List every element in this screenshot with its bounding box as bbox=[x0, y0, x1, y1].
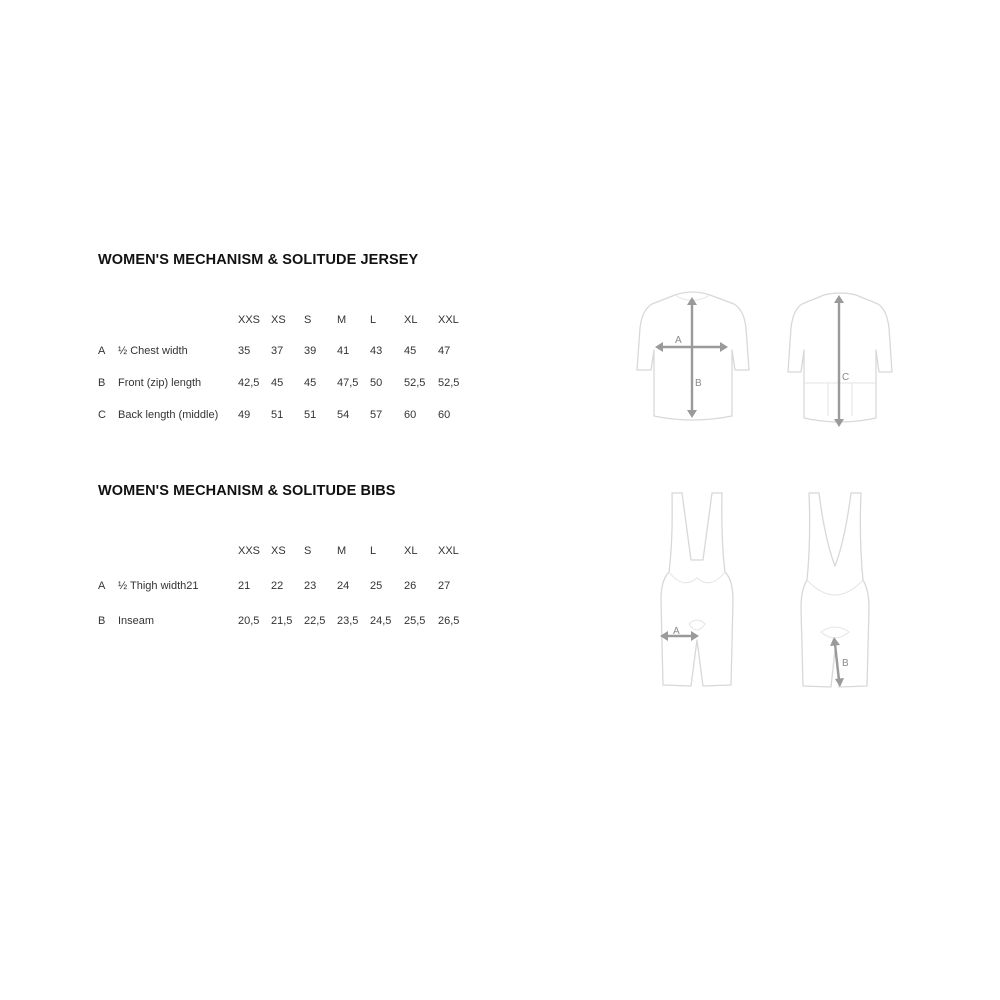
cell-value: 35 bbox=[238, 345, 251, 357]
size-header-xl: XL bbox=[404, 545, 418, 557]
size-header-m: M bbox=[337, 314, 347, 326]
size-header-xs: XS bbox=[271, 314, 286, 326]
cell-value: 26,5 bbox=[438, 615, 460, 627]
size-header-xxl: XXL bbox=[438, 314, 459, 326]
bibs-back-outline bbox=[801, 493, 869, 687]
row-letter: C bbox=[98, 409, 106, 421]
row-letter: B bbox=[98, 615, 106, 627]
jersey-front-diagram bbox=[630, 288, 755, 428]
size-header-xxs: XXS bbox=[238, 314, 261, 326]
cell-value: 39 bbox=[304, 345, 317, 357]
row-letter: B bbox=[98, 377, 106, 389]
size-header-m: M bbox=[337, 545, 347, 557]
size-header-s: S bbox=[304, 314, 312, 326]
diagram-label-a: A bbox=[673, 626, 680, 637]
row-label: Front (zip) length bbox=[118, 377, 202, 389]
jersey-title: WOMEN'S MECHANISM & SOLITUDE JERSEY bbox=[98, 252, 419, 268]
row-label: ½ Chest width bbox=[118, 345, 188, 357]
cell-value: 47,5 bbox=[337, 377, 359, 389]
cell-value: 60 bbox=[404, 409, 417, 421]
row-label: Inseam bbox=[118, 615, 155, 627]
row-label: ½ Thigh width21 bbox=[118, 580, 199, 592]
cell-value: 24 bbox=[337, 580, 350, 592]
jersey-back-diagram bbox=[782, 288, 900, 428]
cell-value: 45 bbox=[271, 377, 284, 389]
cell-value: 43 bbox=[370, 345, 383, 357]
bibs-front-outline bbox=[661, 493, 733, 686]
cell-value: 52,5 bbox=[404, 377, 426, 389]
cell-value: 47 bbox=[438, 345, 451, 357]
size-header-xxs: XXS bbox=[238, 545, 261, 557]
bibs-back-diagram bbox=[795, 490, 875, 690]
cell-value: 60 bbox=[438, 409, 451, 421]
cell-value: 51 bbox=[271, 409, 284, 421]
cell-value: 22 bbox=[271, 580, 284, 592]
cell-value: 57 bbox=[370, 409, 383, 421]
diagram-label-c: C bbox=[842, 372, 850, 383]
size-header-l: L bbox=[370, 314, 377, 326]
cell-value: 41 bbox=[337, 345, 350, 357]
cell-value: 23 bbox=[304, 580, 317, 592]
cell-value: 49 bbox=[238, 409, 251, 421]
size-header-xs: XS bbox=[271, 545, 286, 557]
cell-value: 25 bbox=[370, 580, 383, 592]
cell-value: 54 bbox=[337, 409, 350, 421]
cell-value: 26 bbox=[404, 580, 417, 592]
size-header-s: S bbox=[304, 545, 312, 557]
cell-value: 52,5 bbox=[438, 377, 460, 389]
cell-value: 50 bbox=[370, 377, 383, 389]
size-header-l: L bbox=[370, 545, 377, 557]
cell-value: 22,5 bbox=[304, 615, 326, 627]
cell-value: 21 bbox=[238, 580, 251, 592]
cell-value: 27 bbox=[438, 580, 451, 592]
diagram-label-b: B bbox=[695, 378, 702, 389]
cell-value: 51 bbox=[304, 409, 317, 421]
cell-value: 45 bbox=[404, 345, 417, 357]
cell-value: 24,5 bbox=[370, 615, 392, 627]
cell-value: 45 bbox=[304, 377, 317, 389]
size-header-xl: XL bbox=[404, 314, 418, 326]
cell-value: 25,5 bbox=[404, 615, 426, 627]
cell-value: 42,5 bbox=[238, 377, 260, 389]
cell-value: 21,5 bbox=[271, 615, 293, 627]
row-letter: A bbox=[98, 345, 106, 357]
row-label: Back length (middle) bbox=[118, 409, 219, 421]
row-letter: A bbox=[98, 580, 106, 592]
size-header-xxl: XXL bbox=[438, 545, 459, 557]
bibs-title: WOMEN'S MECHANISM & SOLITUDE BIBS bbox=[98, 483, 396, 499]
cell-value: 20,5 bbox=[238, 615, 260, 627]
cell-value: 37 bbox=[271, 345, 284, 357]
diagram-label-b: B bbox=[842, 658, 849, 669]
diagram-label-a: A bbox=[675, 335, 682, 346]
bibs-front-diagram bbox=[655, 490, 740, 690]
cell-value: 23,5 bbox=[337, 615, 359, 627]
